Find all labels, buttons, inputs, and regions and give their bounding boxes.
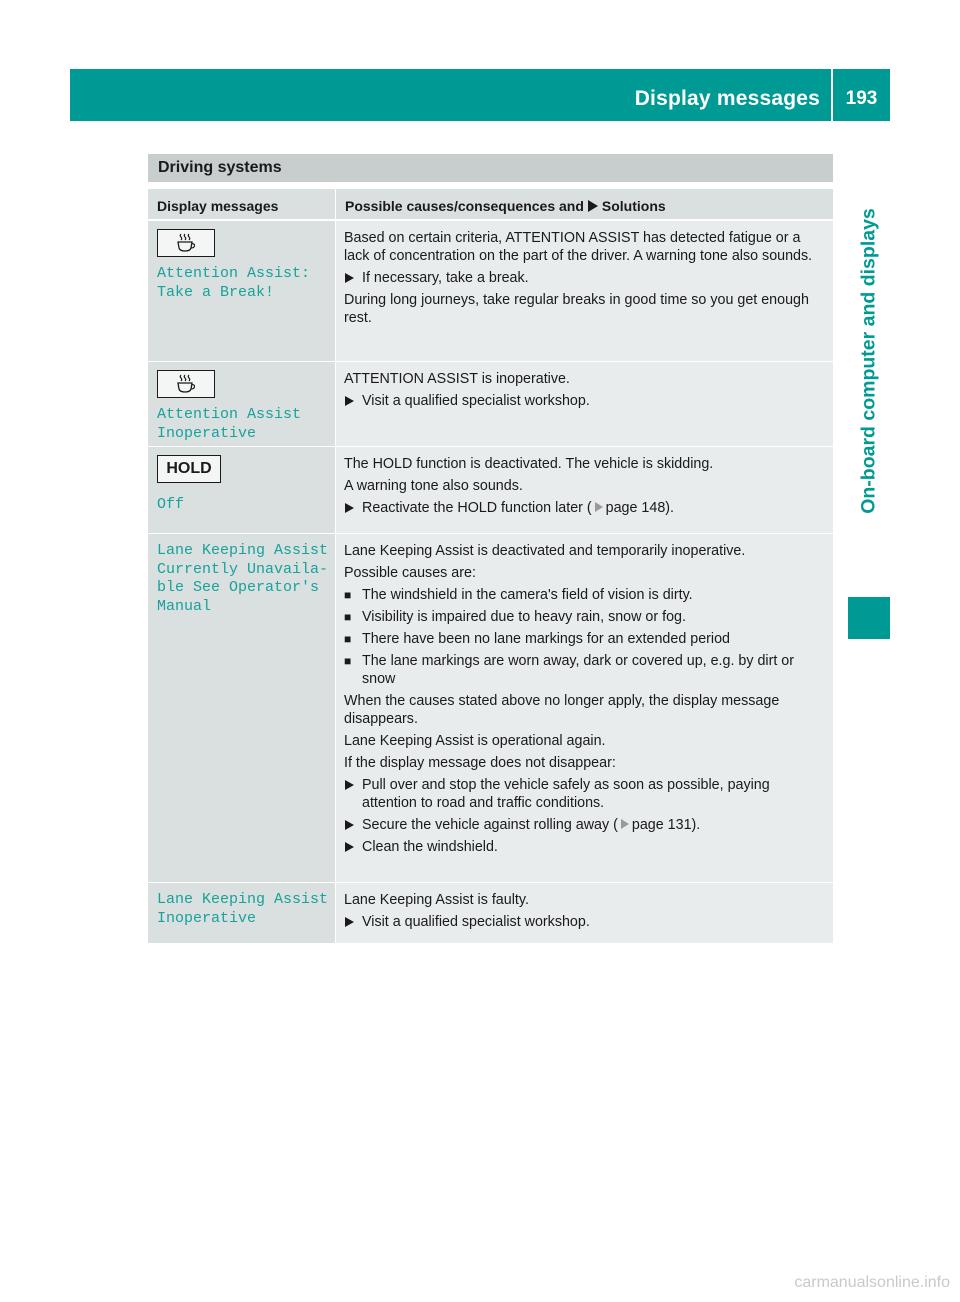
action-step [344,392,827,410]
action-text-end: ). [691,817,701,833]
table-row [148,883,833,943]
paragraph: During long journeys, take regular breaks in good time so you get enough rest. [344,292,809,326]
solution-cell [336,447,833,533]
paragraph: ATTENTION ASSIST is inoperative. [344,371,570,387]
bullet-item [344,652,827,688]
bullet-icon: ■ [344,632,352,646]
action-arrow-icon [345,396,354,406]
action-text: Secure the vehicle against rolling away ( [362,817,618,833]
solution-cell [336,362,833,446]
action-step [344,776,827,812]
coffee-cup-icon [157,370,215,398]
paragraph: Lane Keeping Assist is operational again. [344,733,606,749]
hold-icon-label: HOLD [166,460,212,477]
coffee-cup-icon [157,229,215,257]
action-text: Clean the windshield. [362,839,498,855]
page-reference[interactable]: page 148 [605,500,666,516]
action-step [344,838,827,856]
display-message: Lane Keeping Assist Currently Unavaila‐ ble See Operator's Manual [157,542,329,615]
solution-cell [336,534,833,882]
message-cell [148,534,335,882]
watermark: carmanualsonline.info [794,1274,950,1291]
bullet-item [344,608,827,626]
page-reference-icon [621,819,629,829]
table-row [148,447,833,533]
side-tab [848,131,890,591]
bullet-text: The windshield in the camera's field of vision is dirty. [362,587,693,603]
paragraph: A warning tone also sounds. [344,478,523,494]
table-row [148,534,833,882]
table-row [148,362,833,446]
message-cell [148,362,335,446]
display-message: Attention Assist Inoperative [157,406,302,442]
action-arrow-icon [345,820,354,830]
page-reference-icon [595,502,603,512]
action-text: Reactivate the HOLD function later ( [362,500,592,516]
action-arrow-icon [345,503,354,513]
paragraph: The HOLD function is deactivated. The vehicle is skidding. [344,456,714,472]
paragraph: Possible causes are: [344,565,476,581]
page-reference[interactable]: page 131 [631,817,692,833]
action-arrow-icon [588,200,598,212]
paragraph: If the display message does not disappear: [344,755,616,771]
bullet-text: The lane markings are worn away, dark or covered up, e.g. by dirt or snow [362,653,795,687]
action-text: Visit a qualified specialist workshop. [362,914,590,930]
display-message: Attention Assist: Take a Break! [157,265,311,301]
column-header-messages: Display messages [148,189,335,219]
paragraph: Lane Keeping Assist is faulty. [344,892,529,908]
solution-cell [336,883,833,943]
action-text-end: ). [665,500,675,516]
section-title: Driving systems [148,154,833,182]
bullet-item [344,586,827,604]
bullet-icon: ■ [344,588,352,602]
action-step [344,499,827,517]
hold-icon [157,455,221,483]
paragraph: Based on certain criteria, ATTENTION ASSIST has detected fatigue or a lack of concentration on the part of the driver. A warning tone also sounds. [344,230,813,264]
action-arrow-icon [345,917,354,927]
page-header [70,69,890,121]
display-message: Lane Keeping Assist Inoperative [157,891,329,927]
side-tab-label: On-board computer and displays [857,208,880,514]
solution-cell [336,221,833,361]
action-step [344,913,827,931]
page-number: 193 [845,88,878,109]
action-step [344,269,827,287]
column-header-solutions-suffix: Solutions [601,198,666,214]
message-cell [148,883,335,943]
action-text: Pull over and stop the vehicle safely as soon as possible, paying attention to road and traffic conditions. [362,777,770,811]
message-cell [148,447,335,533]
message-cell [148,221,335,361]
column-header-solutions [336,189,833,219]
bullet-text: There have been no lane markings for an extended period [362,631,730,647]
side-tab-marker [848,597,890,639]
chapter-title: Display messages [634,87,820,110]
column-header-solutions-prefix: Possible causes/consequences and [345,198,584,214]
action-step [344,816,827,834]
paragraph: When the causes stated above no longer apply, the display message disappears. [344,693,780,727]
action-arrow-icon [345,273,354,283]
paragraph: Lane Keeping Assist is deactivated and temporarily inoperative. [344,543,746,559]
bullet-text: Visibility is impaired due to heavy rain, snow or fog. [362,609,686,625]
display-message: Off [157,496,185,513]
action-arrow-icon [345,842,354,852]
bullet-item [344,630,827,648]
bullet-icon: ■ [344,654,352,668]
bullet-icon: ■ [344,610,352,624]
action-text: Visit a qualified specialist workshop. [362,393,590,409]
action-arrow-icon [345,780,354,790]
table-row [148,221,833,361]
action-text: If necessary, take a break. [362,270,529,286]
